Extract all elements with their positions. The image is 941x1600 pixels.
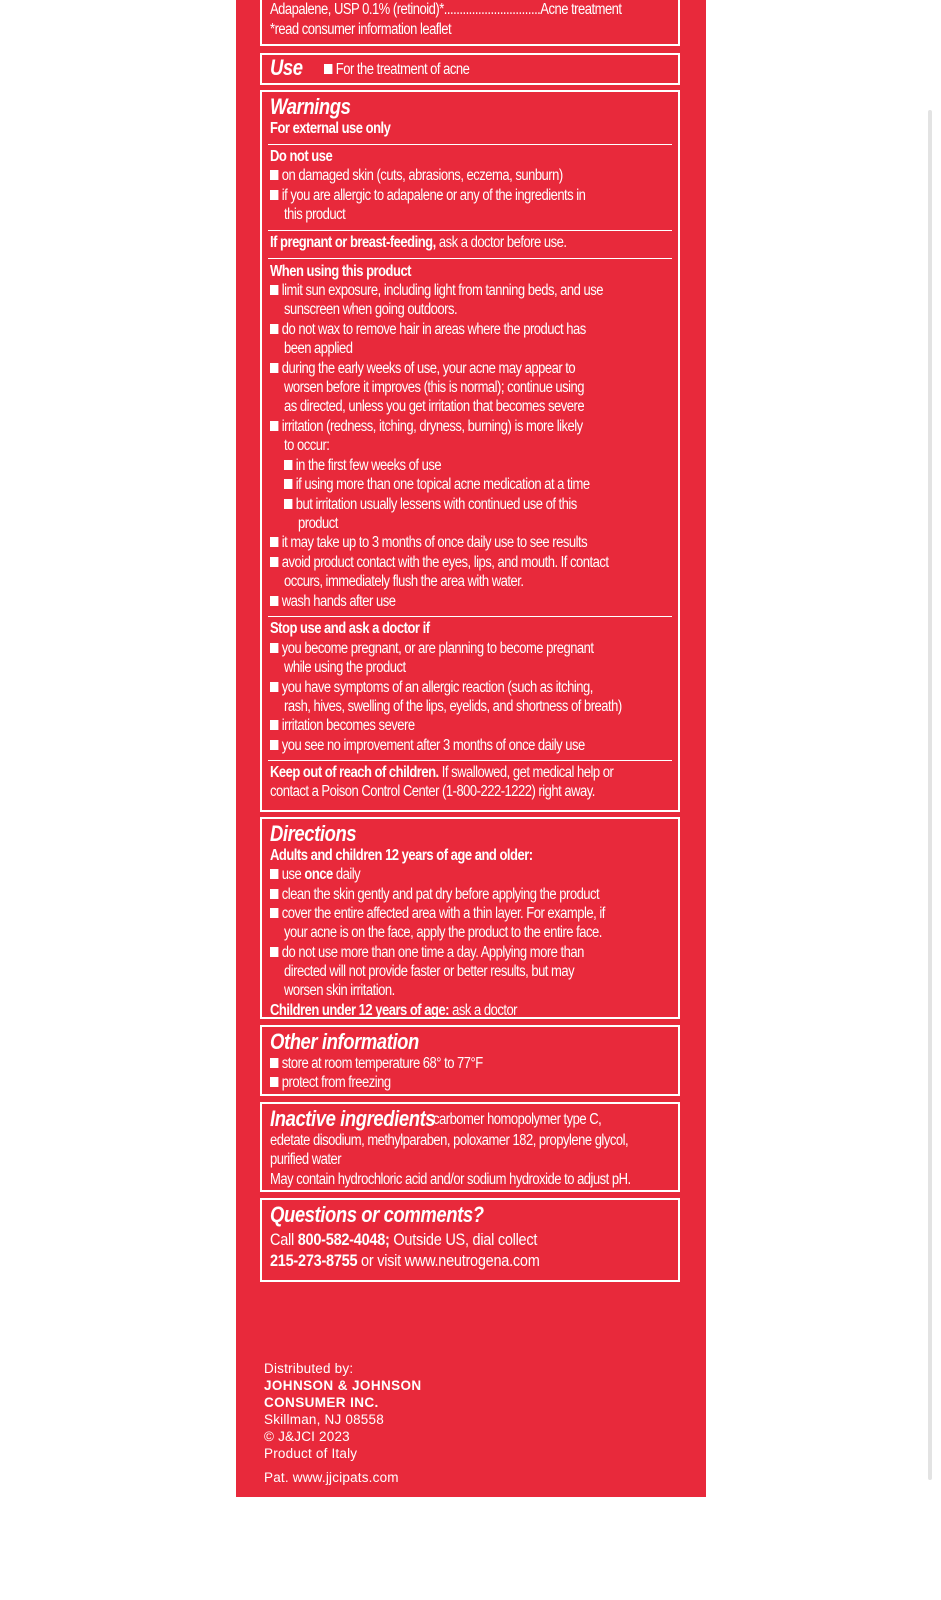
bullet-icon bbox=[284, 460, 292, 470]
bullet-icon bbox=[270, 596, 278, 606]
list-item: sunscreen when going outdoors. bbox=[284, 301, 458, 318]
list-item: while using the product bbox=[284, 659, 406, 676]
inactive-ingredients-text: purified water bbox=[270, 1151, 342, 1168]
list-item: rash, hives, swelling of the lips, eyelids, and shortness of breath) bbox=[284, 698, 622, 715]
leaflet-note: *read consumer information leaflet bbox=[270, 21, 452, 38]
bullet-icon bbox=[270, 190, 278, 200]
list-item: cover the entire affected area with a thin layer. For example, if bbox=[270, 905, 605, 923]
list-item: if using more than one topical acne medication at a time bbox=[284, 476, 590, 494]
distributed-by-label: Distributed by: bbox=[264, 1361, 354, 1376]
list-item: this product bbox=[284, 206, 346, 223]
list-item: protect from freezing bbox=[270, 1074, 391, 1092]
directions-heading: Directions bbox=[270, 821, 357, 846]
list-item: but irritation usually lessens with continued use of this bbox=[284, 496, 577, 514]
origin-text: Product of Italy bbox=[264, 1446, 358, 1461]
bullet-icon bbox=[270, 682, 278, 692]
list-item: on damaged skin (cuts, abrasions, eczema, sunburn) bbox=[270, 167, 563, 185]
divider bbox=[268, 230, 672, 231]
list-item: product bbox=[298, 515, 338, 532]
list-item: as directed, unless you get irritation that becomes severe bbox=[284, 398, 585, 415]
list-item: do not wax to remove hair in areas where the product has bbox=[270, 321, 586, 339]
bullet-icon bbox=[270, 421, 278, 431]
use-text: For the treatment of acne bbox=[324, 61, 469, 79]
list-item: been applied bbox=[284, 340, 353, 357]
external-use-text: For external use only bbox=[270, 120, 391, 137]
list-item: irritation becomes severe bbox=[270, 717, 415, 735]
list-item: it may take up to 3 months of once daily use to see results bbox=[270, 534, 587, 552]
list-item: you become pregnant, or are planning to become pregnant bbox=[270, 640, 594, 658]
inactive-ingredients-box bbox=[260, 1102, 680, 1192]
active-ingredient-text: Adapalene, USP 0.1% (retinoid)*...............................Acne treatment bbox=[270, 1, 622, 18]
list-item: during the early weeks of use, your acne may appear to bbox=[270, 360, 575, 378]
bullet-icon bbox=[270, 324, 278, 334]
warnings-heading: Warnings bbox=[270, 94, 351, 119]
list-item: worsen skin irritation. bbox=[284, 982, 395, 999]
divider bbox=[268, 258, 672, 259]
divider bbox=[268, 616, 672, 617]
directions-box bbox=[260, 817, 680, 1019]
list-item: clean the skin gently and pat dry before applying the product bbox=[270, 886, 599, 904]
list-item: do not use more than one time a day. Applying more than bbox=[270, 944, 584, 962]
list-item: occurs, immediately flush the area with water. bbox=[284, 573, 524, 590]
patents-text: Pat. www.jjcipats.com bbox=[264, 1470, 399, 1485]
other-information-heading: Other information bbox=[270, 1029, 419, 1054]
warnings-box bbox=[260, 90, 680, 812]
list-item: you have symptoms of an allergic reaction (such as itching, bbox=[270, 679, 593, 697]
list-item: avoid product contact with the eyes, lips, and mouth. If contact bbox=[270, 554, 608, 572]
list-item: store at room temperature 68° to 77°F bbox=[270, 1055, 483, 1073]
list-item: irritation (redness, itching, dryness, burning) is more likely bbox=[270, 418, 583, 436]
use-heading: Use bbox=[270, 55, 303, 80]
list-item: worsen before it improves (this is normal); continue using bbox=[284, 379, 585, 396]
bullet-icon bbox=[270, 557, 278, 567]
list-item: use once daily bbox=[270, 866, 360, 884]
pregnant-text: If pregnant or breast-feeding, ask a doctor before use. bbox=[270, 234, 567, 251]
list-item: you see no improvement after 3 months of once daily use bbox=[270, 737, 585, 755]
keep-out-text: Keep out of reach of children. If swallowed, get medical help or bbox=[270, 764, 614, 781]
list-item: if you are allergic to adapalene or any of the ingredients in bbox=[270, 187, 585, 205]
bullet-icon bbox=[324, 64, 332, 74]
bullet-icon bbox=[270, 869, 278, 879]
distributor-name: JOHNSON & JOHNSON bbox=[264, 1378, 422, 1393]
inactive-ingredients-text: edetate disodium, methylparaben, poloxamer 182, propylene glycol, bbox=[270, 1132, 629, 1149]
scrollbar[interactable] bbox=[928, 110, 932, 1480]
other-information-box bbox=[260, 1025, 680, 1096]
when-using-heading: When using this product bbox=[270, 263, 412, 280]
bullet-icon bbox=[270, 537, 278, 547]
divider bbox=[268, 760, 672, 761]
inactive-ingredients-heading: Inactive ingredients bbox=[270, 1106, 436, 1131]
distributor-city: Skillman, NJ 08558 bbox=[264, 1412, 384, 1427]
bullet-icon bbox=[270, 1077, 278, 1087]
children-text: Children under 12 years of age: ask a doctor bbox=[270, 1002, 518, 1019]
ph-note: May contain hydrochloric acid and/or sodium hydroxide to adjust pH. bbox=[270, 1171, 631, 1188]
bullet-icon bbox=[270, 720, 278, 730]
use-box bbox=[260, 53, 680, 85]
bullet-icon bbox=[270, 1058, 278, 1068]
copyright-text: © J&JCI 2023 bbox=[264, 1429, 350, 1444]
bullet-icon bbox=[270, 643, 278, 653]
inactive-ingredients-text: carbomer homopolymer type C, bbox=[433, 1111, 602, 1128]
do-not-use-heading: Do not use bbox=[270, 148, 333, 165]
questions-heading: Questions or comments? bbox=[270, 1202, 484, 1227]
bullet-icon bbox=[270, 170, 278, 180]
distributor-name-2: CONSUMER INC. bbox=[264, 1395, 379, 1410]
bullet-icon bbox=[270, 908, 278, 918]
bullet-icon bbox=[270, 889, 278, 899]
bullet-icon bbox=[284, 479, 292, 489]
bullet-icon bbox=[284, 499, 292, 509]
phone-text-2: 215-273-8755 or visit www.neutrogena.com bbox=[270, 1252, 540, 1270]
bullet-icon bbox=[270, 285, 278, 295]
divider bbox=[268, 144, 672, 145]
list-item: to occur: bbox=[284, 437, 330, 454]
list-item: in the first few weeks of use bbox=[284, 457, 441, 475]
phone-text: Call 800-582-4048; Outside US, dial collect bbox=[270, 1231, 538, 1249]
bullet-icon bbox=[270, 740, 278, 750]
list-item: wash hands after use bbox=[270, 593, 395, 611]
list-item: your acne is on the face, apply the product to the entire face. bbox=[284, 924, 602, 941]
list-item: directed will not provide faster or better results, but may bbox=[284, 963, 575, 980]
questions-box bbox=[260, 1198, 680, 1282]
active-ingredient-box bbox=[260, 0, 680, 46]
adults-text: Adults and children 12 years of age and older: bbox=[270, 847, 533, 864]
keep-out-text-2: contact a Poison Control Center (1-800-222-1222) right away. bbox=[270, 783, 595, 800]
stop-use-heading: Stop use and ask a doctor if bbox=[270, 620, 430, 637]
list-item: limit sun exposure, including light from tanning beds, and use bbox=[270, 282, 603, 300]
bullet-icon bbox=[270, 363, 278, 373]
bullet-icon bbox=[270, 947, 278, 957]
